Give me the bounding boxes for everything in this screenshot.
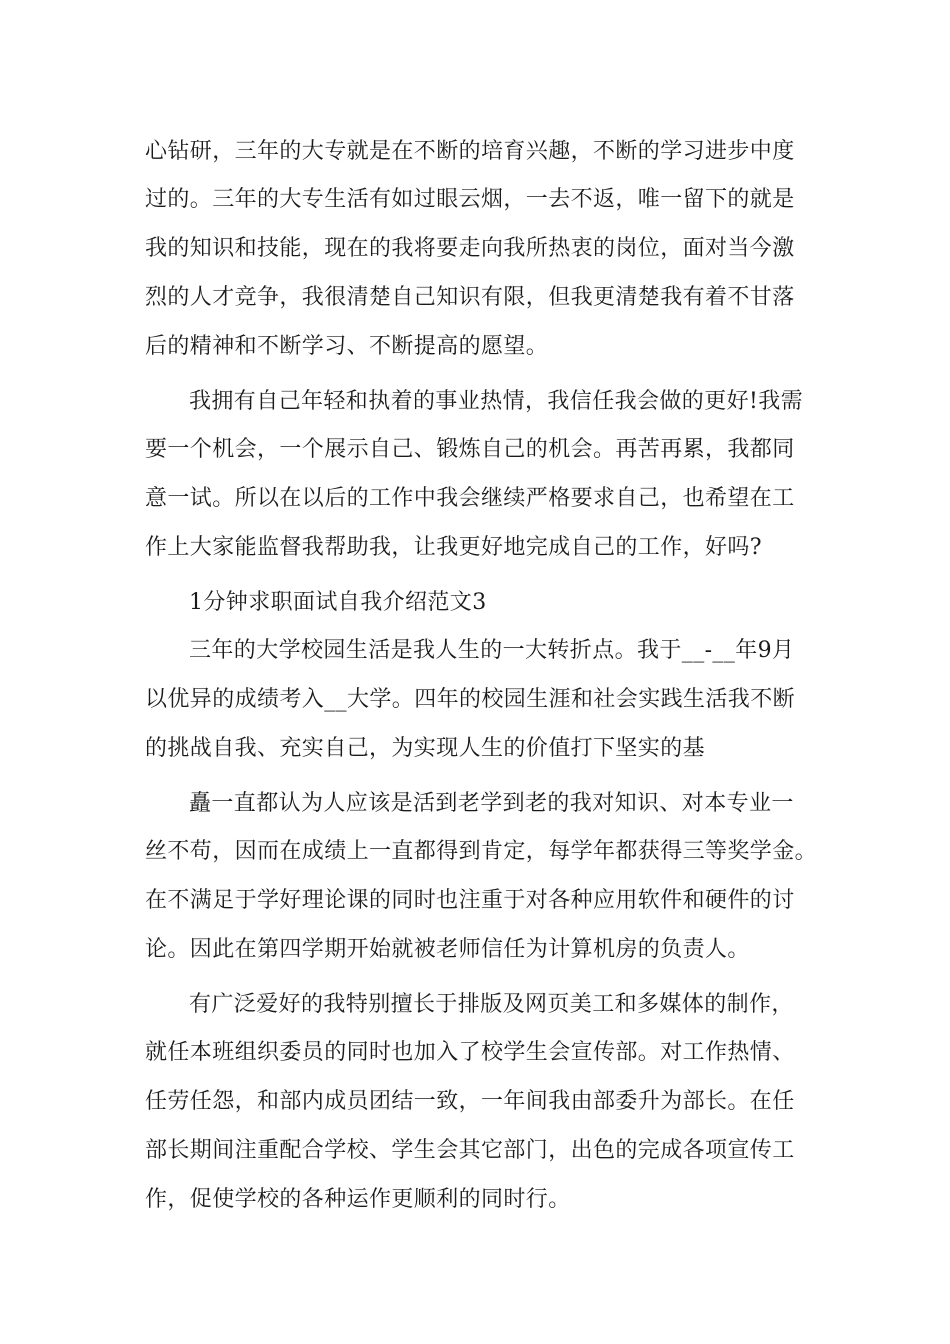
text-line: 以优异的成绩考入__大学。四年的校园生涯和社会实践生活我不断	[145, 687, 796, 712]
text-line: 后的精神和不断学习、不断提高的愿望。	[145, 334, 549, 359]
text-line: 的挑战自我、充实自己，为实现人生的价值打下坚实的基	[145, 736, 706, 761]
text-line: 丝不苟，因而在成绩上一直都得到肯定，每学年都获得三等奖学金。	[145, 839, 818, 864]
text-line: 作，促使学校的各种运作更顺利的同时行。	[145, 1187, 571, 1212]
paragraph-first-line: 三年的大学校园生活是我人生的一大转折点。我于__-__年9月	[189, 638, 795, 663]
text-line: 我的知识和技能，现在的我将要走向我所热衷的岗位，面对当今激	[145, 236, 795, 261]
text-line: 在不满足于学好理论课的同时也注重于对各种应用软件和硬件的讨	[145, 888, 795, 913]
paragraph-first-line: 矗一直都认为人应该是活到老学到老的我对知识、对本专业一	[189, 791, 794, 816]
paragraph-first-line: 有广泛爱好的我特别擅长于排版及网页美工和多媒体的制作，	[189, 992, 794, 1017]
text-line: 就任本班组织委员的同时也加入了校学生会宣传部。对工作热情、	[145, 1040, 795, 1065]
text-line: 部长期间注重配合学校、学生会其它部门，出色的完成各项宣传工	[145, 1138, 795, 1163]
text-line: 作上大家能监督我帮助我，让我更好地完成自己的工作，好吗?	[145, 535, 762, 560]
text-line: 心钻研，三年的大专就是在不断的培育兴趣，不断的学习进步中度	[145, 139, 795, 164]
text-line: 任劳任怨，和部内成员团结一致，一年间我由部委升为部长。在任	[145, 1089, 795, 1114]
text-line: 论。因此在第四学期开始就被老师信任为计算机房的负责人。	[145, 937, 750, 962]
text-line: 过的。三年的大专生活有如过眼云烟，一去不返，唯一留下的就是	[145, 187, 795, 212]
section-heading: 1分钟求职面试自我介绍范文3	[189, 590, 487, 615]
text-line: 要一个机会，一个展示自己、锻炼自己的机会。再苦再累，我都同	[145, 437, 795, 462]
paragraph-first-line: 我拥有自己年轻和执着的事业热情，我信任我会做的更好!我需	[189, 389, 804, 414]
text-line: 意一试。所以在以后的工作中我会继续严格要求自己，也希望在工	[145, 486, 795, 511]
text-line: 烈的人才竞争，我很清楚自己知识有限，但我更清楚我有着不甘落	[145, 285, 795, 310]
